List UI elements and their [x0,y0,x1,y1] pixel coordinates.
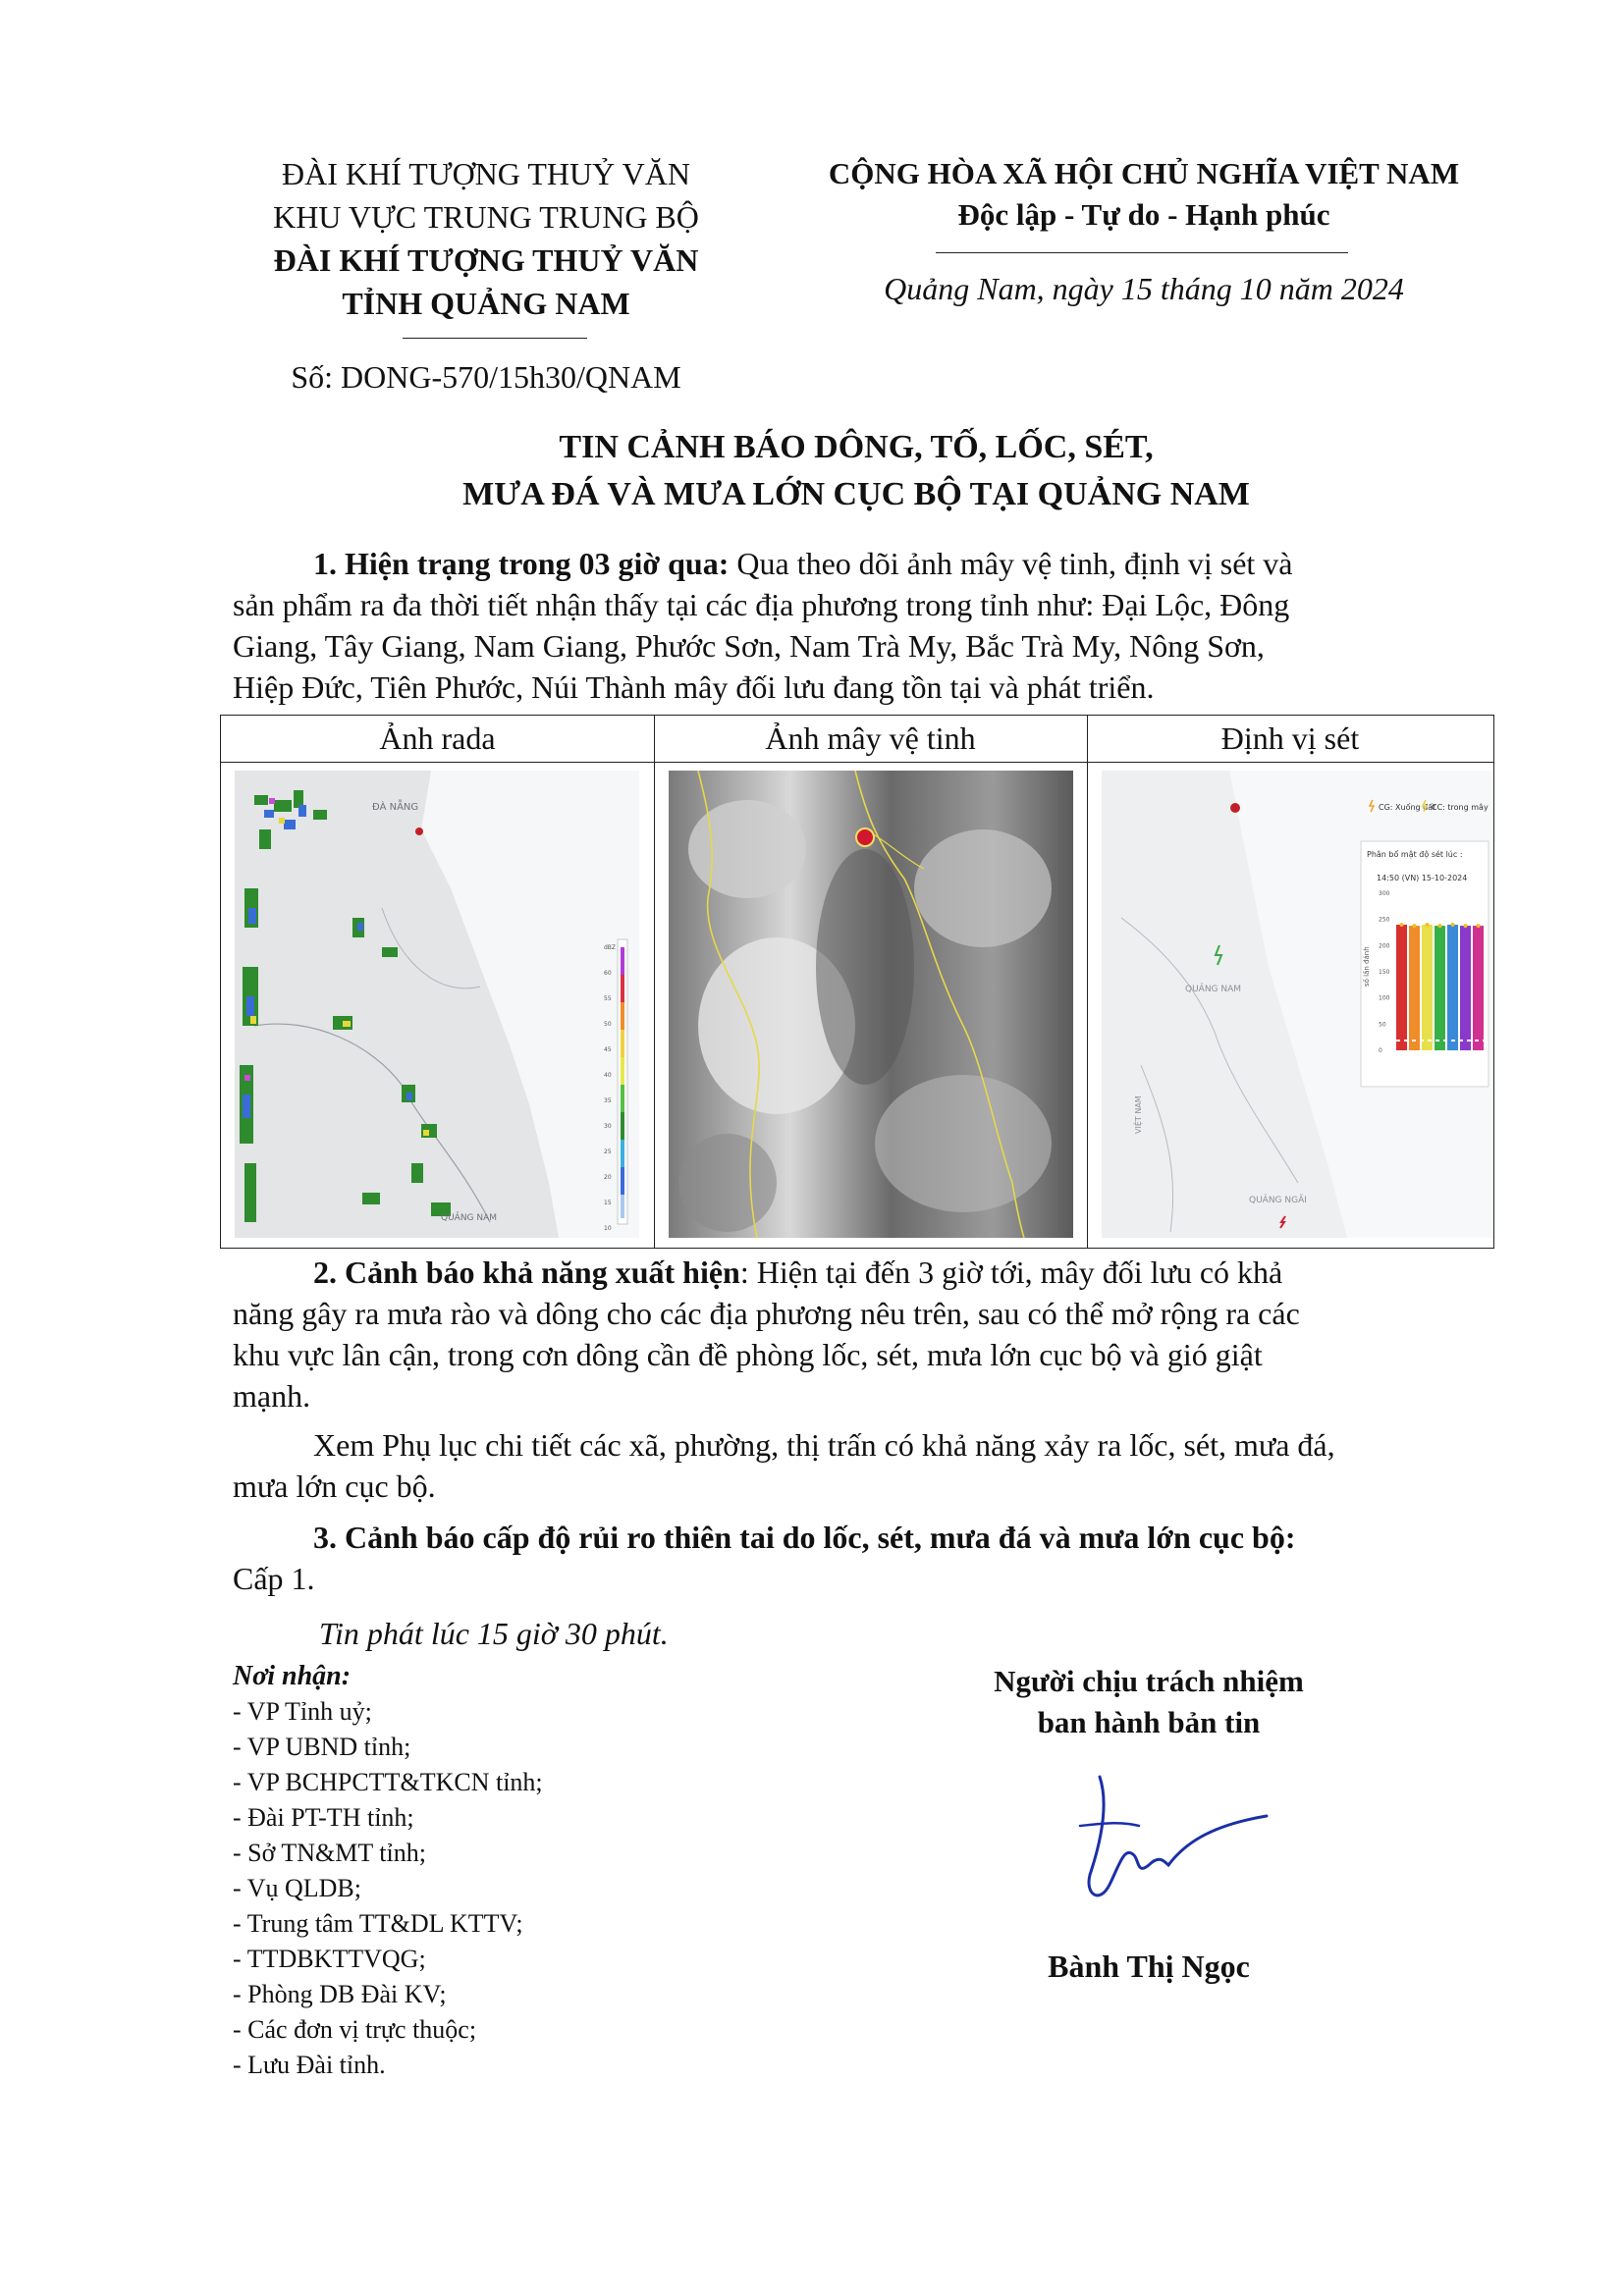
appendix-line1: Xem Phụ lục chi tiết các xã, phường, thị trấn có khả năng xảy ra lốc, sét, mưa đá, [313,1427,1335,1463]
radar-legend-tick: 15 [604,1200,612,1206]
motto-underline [936,252,1348,253]
legend-cc-text: CC: trong mây [1432,803,1489,812]
agency-parent-line1: ĐÀI KHÍ TƯỢNG THUỶ VĂN [282,156,690,191]
lightning-header: Định vị sét [1220,721,1360,756]
section3-text [233,1517,1492,1599]
agency-name-line1: ĐÀI KHÍ TƯỢNG THUỶ VĂN [273,242,699,278]
density-y-tick: 50 [1379,1021,1386,1029]
density-point [1451,923,1455,927]
density-y-tick: 0 [1379,1047,1382,1054]
density-bar [1435,926,1445,1050]
section3-level: Cấp 1. [233,1561,315,1596]
signer-role-line2: ban hành bản tin [1037,1705,1261,1739]
recipient-item: - Trung tâm TT&DL KTTV; [233,1909,523,1938]
document-number: Số: DONG-570/15h30/QNAM [291,359,681,395]
density-bar [1396,925,1407,1050]
radar-image [235,771,639,1238]
radar-color-legend [618,939,627,1224]
radar-legend-tick: 30 [604,1123,612,1130]
satellite-header: Ảnh mây vệ tinh [765,721,976,756]
appendix-line2: mưa lớn cục bộ. [233,1468,436,1504]
radar-province-label: QUẢNG NAM [441,1213,498,1223]
radar-header: Ảnh rada [379,721,496,756]
agency-name-line2: TỈNH QUẢNG NAM [342,286,630,321]
density-point [1400,923,1404,927]
radar-legend-tick: 25 [604,1148,612,1155]
density-y-tick: 300 [1379,890,1390,897]
recipients-block [233,1659,783,2083]
section2-line4: mạnh. [233,1378,311,1414]
handwritten-signature [1041,1767,1316,1934]
recipient-item: - Sở TN&MT tỉnh; [233,1839,426,1867]
recipient-item: - Phòng DB Đài KV; [233,1980,447,2008]
section2-line3: khu vực lân cận, trong cơn dông cần đề phòng lốc, sét, mưa lớn cục bộ và gió giật [233,1337,1263,1372]
recipient-item: - TTDBKTTVQG; [233,1945,426,1973]
lightning-quangngai-label: QUẢNG NGÃI [1249,1196,1307,1205]
section2-line1: : Hiện tại đến 3 giờ tới, mây đối lưu có khả [739,1255,1283,1290]
density-y-axis-label: số lần đánh [1363,946,1371,987]
density-y-tick: 250 [1379,916,1390,924]
density-point [1477,924,1481,928]
section3-heading: 3. Cảnh báo cấp độ rủi ro thiên tai do lốc, sét, mưa đá và mưa lớn cục bộ: [313,1520,1296,1555]
section1-line2: sản phẩm ra đa thời tiết nhận thấy tại các địa phương trong tỉnh như: Đại Lộc, Đông [233,587,1290,622]
density-panel-title: Phân bố mật độ sét lúc : [1367,850,1463,859]
density-bar [1447,925,1458,1050]
national-name: CỘNG HÒA XÃ HỘI CHỦ NGHĨA VIỆT NAM [828,156,1460,190]
density-point [1438,924,1442,928]
issued-time: Tin phát lúc 15 giờ 30 phút. [319,1616,669,1651]
density-point [1426,923,1430,927]
agency-underline [403,338,587,339]
recipient-item: - Lưu Đài tỉnh. [233,2051,386,2079]
recipient-item: - Vụ QLDB; [233,1874,361,1902]
section2-heading: 2. Cảnh báo khả năng xuất hiện [313,1255,740,1290]
section1-heading: 1. Hiện trạng trong 03 giờ qua: [313,546,730,581]
radar-legend-tick: 20 [604,1174,612,1181]
density-bar [1422,925,1433,1050]
density-panel-time: 14:50 (VN) 15-10-2024 [1377,874,1468,882]
density-bar [1409,926,1420,1050]
issue-date: Quảng Nam, ngày 15 tháng 10 năm 2024 [884,271,1404,306]
radar-legend-tick: 40 [604,1072,612,1079]
bulletin-title [220,424,1492,518]
national-header [825,152,1463,235]
signer-role-line1: Người chịu trách nhiệm [994,1664,1304,1698]
radar-legend-tick: 55 [604,995,612,1002]
satellite-image [669,771,1073,1238]
recipient-item: - Đài PT-TH tỉnh; [233,1803,414,1832]
national-motto: Độc lập - Tự do - Hạnh phúc [957,197,1330,232]
radar-legend-tick: 50 [604,1021,612,1028]
lightning-vietnam-label: VIỆT NAM [1134,1095,1143,1134]
radar-legend-tick: 10 [604,1225,612,1232]
bulletin-title-line2: MƯA ĐÁ VÀ MƯA LỚN CỤC BỘ TẠI QUẢNG NAM [462,476,1250,512]
radar-legend-tick: 35 [604,1097,612,1104]
recipient-item: - VP Tỉnh uỷ; [233,1697,372,1726]
lightning-image [1102,771,1493,1238]
density-point [1413,924,1417,928]
radar-legend-tick: dBZ [604,944,617,951]
lightning-quangnam-label: QUẢNG NAM [1185,985,1242,994]
density-point [1464,924,1468,928]
signer-name: Bành Thị Ngọc [1048,1949,1250,1984]
lightning-density-panel [1361,841,1489,1087]
agency-parent-line2: KHU VỰC TRUNG TRUNG BỘ [273,199,699,235]
signer-role [893,1661,1404,1743]
legend-cg-text: CG: Xuống đất [1379,803,1436,812]
radar-legend-tick: 60 [604,970,612,977]
bulletin-title-line1: TIN CẢNH BÁO DÔNG, TỐ, LỐC, SÉT, [559,429,1154,465]
recipient-item: - VP BCHPCTT&TKCN tỉnh; [233,1768,543,1796]
section1-line1: Qua theo dõi ảnh mây vệ tinh, định vị sét và [736,546,1293,581]
section2-line2: năng gây ra mưa rào và dông cho các địa phương nêu trên, sau có thể mở rộng ra các [233,1296,1300,1331]
density-y-tick: 150 [1379,969,1390,976]
figure-table [220,715,1494,1249]
radar-city-label: ĐÀ NẴNG [372,802,419,813]
radar-legend-tick: 45 [604,1046,612,1053]
agency-header [231,152,741,325]
recipient-item: - Các đơn vị trực thuộc; [233,2015,477,2044]
recipients-title: Nơi nhận: [233,1661,352,1691]
density-bar [1460,926,1471,1050]
section1-line3: Giang, Tây Giang, Nam Giang, Phước Sơn, Nam Trà My, Bắc Trà My, Nông Sơn, [233,628,1265,664]
density-y-tick: 100 [1379,994,1390,1002]
density-bar [1473,926,1484,1050]
section1-text [233,543,1492,708]
section1-line4: Hiệp Đức, Tiên Phước, Núi Thành mây đối lưu đang tồn tại và phát triển. [233,669,1155,705]
section2-text [233,1252,1492,1507]
recipient-item: - VP UBND tỉnh; [233,1733,411,1761]
density-y-tick: 200 [1379,942,1390,950]
